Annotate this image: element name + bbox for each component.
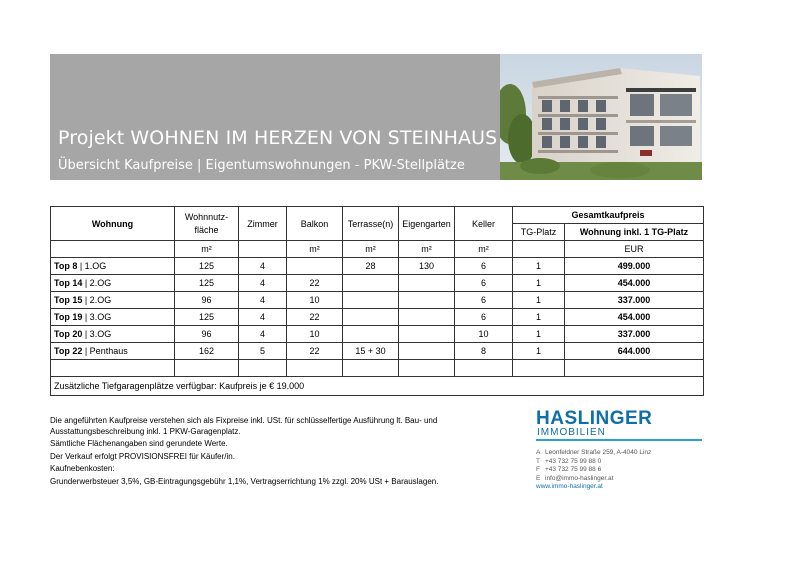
row-top: Top 22 <box>54 346 83 356</box>
notes-section <box>50 416 520 489</box>
row-zimmer: 4 <box>239 309 287 326</box>
row-keller: 6 <box>455 275 513 292</box>
row-garten <box>399 343 455 360</box>
row-top: Top 19 <box>54 312 83 322</box>
row-tg: 1 <box>513 258 565 275</box>
header-terrasse: Terrasse(n) <box>343 207 399 241</box>
row-price: 337.000 <box>565 292 704 309</box>
unit-terrasse: m² <box>343 241 399 258</box>
row-keller: 6 <box>455 292 513 309</box>
header-tg-platz: TG-Platz <box>513 224 565 241</box>
row-balkon: 10 <box>287 326 343 343</box>
note-nebenkosten-title: Kaufnebenkosten: <box>50 464 115 473</box>
row-balkon: 10 <box>287 292 343 309</box>
header-zimmer: Zimmer <box>239 207 287 241</box>
fax-label: F <box>536 466 540 473</box>
row-flaeche: 125 <box>175 258 239 275</box>
project-subtitle: Übersicht Kaufpreise | Eigentumswohnungen - PKW-Stellplätze <box>58 158 465 173</box>
address: Leonfeldner Straße 259, A-4040 Linz <box>545 449 652 456</box>
row-garten <box>399 326 455 343</box>
contact-block <box>536 449 651 492</box>
logo-main-text: HASLINGER <box>536 408 653 429</box>
row-terrasse <box>343 309 399 326</box>
row-tg: 1 <box>513 275 565 292</box>
row-price: 337.000 <box>565 326 704 343</box>
note-rounded: Sämtliche Flächenangaben sind gerundete Werte. <box>50 439 228 448</box>
row-zimmer: 4 <box>239 258 287 275</box>
phone-label: T <box>536 457 540 465</box>
row-floor: | 1.OG <box>77 261 107 271</box>
table-row <box>51 326 704 343</box>
row-tg: 1 <box>513 343 565 360</box>
row-flaeche: 96 <box>175 326 239 343</box>
row-top: Top 20 <box>54 329 83 339</box>
header-wohnung: Wohnung <box>51 207 175 241</box>
website-link[interactable]: www.immo-haslinger.at <box>536 483 603 490</box>
email-link[interactable]: info@immo-haslinger.at <box>545 474 614 482</box>
email-label: E <box>536 474 541 482</box>
row-zimmer: 4 <box>239 292 287 309</box>
haslinger-logo <box>536 409 702 441</box>
row-tg: 1 <box>513 292 565 309</box>
row-top: Top 15 <box>54 295 83 305</box>
row-top: Top 8 <box>54 261 78 271</box>
row-terrasse: 28 <box>343 258 399 275</box>
row-keller: 8 <box>455 343 513 360</box>
phone: +43 732 75 99 88 0 <box>545 457 602 465</box>
fax: +43 732 75 99 88 6 <box>545 466 602 473</box>
row-balkon: 22 <box>287 275 343 292</box>
row-zimmer: 4 <box>239 275 287 292</box>
note-provisionsfrei: Der Verkauf erfolgt PROVISIONSFREI für Käufer/in. <box>50 451 235 461</box>
unit-empty <box>51 241 175 258</box>
row-balkon: 22 <box>287 343 343 360</box>
row-price: 454.000 <box>565 309 704 326</box>
row-floor: | 3.OG <box>82 312 112 322</box>
note-nebenkosten: Grunderwerbsteuer 3,5%, GB-Eintragungsgebühr 1,1%, Vertragserrichtung 1% zzgl. 20% USt + Barauslagen. <box>50 476 439 486</box>
row-tg: 1 <box>513 326 565 343</box>
table-row <box>51 309 704 326</box>
row-terrasse <box>343 292 399 309</box>
table-row <box>51 343 704 360</box>
row-balkon <box>287 258 343 275</box>
row-flaeche: 125 <box>175 309 239 326</box>
row-terrasse: 15 + 30 <box>343 343 399 360</box>
row-floor: | 2.OG <box>82 278 112 288</box>
row-floor: | 2.OG <box>82 295 112 305</box>
header-eigengarten: Eigengarten <box>399 207 455 241</box>
unit-balkon: m² <box>287 241 343 258</box>
unit-eigengarten: m² <box>399 241 455 258</box>
header-wohnung-tg: Wohnung inkl. 1 TG-Platz <box>565 224 704 241</box>
row-keller: 10 <box>455 326 513 343</box>
row-price: 644.000 <box>565 343 704 360</box>
row-terrasse <box>343 275 399 292</box>
project-title: Projekt WOHNEN IM HERZEN VON STEINHAUS <box>58 127 498 149</box>
header-keller: Keller <box>455 207 513 241</box>
row-flaeche: 96 <box>175 292 239 309</box>
row-price: 454.000 <box>565 275 704 292</box>
row-price: 499.000 <box>565 258 704 275</box>
row-top: Top 14 <box>54 278 83 288</box>
row-tg: 1 <box>513 309 565 326</box>
unit-flaeche: m² <box>175 241 239 258</box>
header-balkon: Balkon <box>287 207 343 241</box>
row-garten <box>399 275 455 292</box>
table-row <box>51 258 704 275</box>
row-flaeche: 125 <box>175 275 239 292</box>
table-footnote: Zusätzliche Tiefgaragenplätze verfügbar: Kaufpreis je € 19.000 <box>51 377 704 396</box>
row-terrasse <box>343 326 399 343</box>
unit-keller: m² <box>455 241 513 258</box>
row-floor: | 3.OG <box>82 329 112 339</box>
logo-sub-text: IMMOBILIEN <box>537 427 606 438</box>
header-gesamtkaufpreis: Gesamtkaufpreis <box>513 207 704 224</box>
row-garten <box>399 292 455 309</box>
row-floor: | Penthaus <box>82 346 128 356</box>
header-banner <box>50 54 702 180</box>
row-garten <box>399 309 455 326</box>
row-balkon: 22 <box>287 309 343 326</box>
table-row <box>51 292 704 309</box>
address-label: A <box>536 449 541 456</box>
row-garten: 130 <box>399 258 455 275</box>
building-rendering-image <box>500 54 702 180</box>
price-table <box>50 206 704 396</box>
row-keller: 6 <box>455 258 513 275</box>
table-row <box>51 275 704 292</box>
note-fixprice: Die angeführten Kaufpreise verstehen sich als Fixpreise inkl. USt. für schlüsselfertige Ausführung lt. Bau- und Ausstattungsbeschreibung inkl. 1 PKW-Garagenplatz. <box>50 416 438 436</box>
row-zimmer: 5 <box>239 343 287 360</box>
header-flaeche: Wohnnutz- fläche <box>175 207 239 241</box>
empty-row <box>51 360 704 377</box>
unit-price: EUR <box>565 241 704 258</box>
unit-empty <box>513 241 565 258</box>
logo-underline <box>536 439 702 441</box>
row-keller: 6 <box>455 309 513 326</box>
row-flaeche: 162 <box>175 343 239 360</box>
row-zimmer: 4 <box>239 326 287 343</box>
unit-empty <box>239 241 287 258</box>
